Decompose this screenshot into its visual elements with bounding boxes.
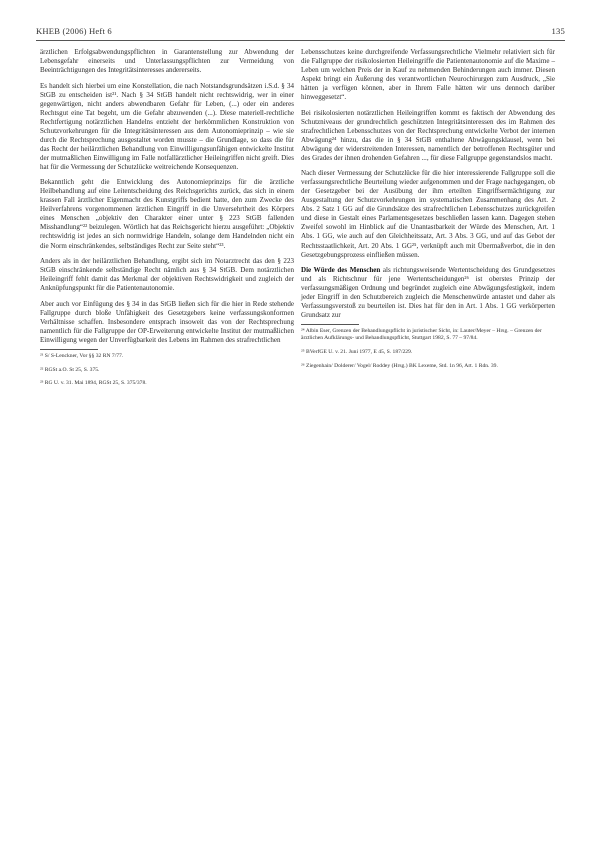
footnote: ²⁴ Albin Eser, Grenzen der Behandlungspflicht in juristischer Sicht, in: Lauter/Meyer – Hrsg. – Grenzen der ärztlichen Aufklärungs- und Behandlungspflicht, Stuttgart 1982, S. 77 – 97/84. (301, 328, 542, 342)
footnote-rule (40, 349, 98, 350)
body-paragraph: Es handelt sich hierbei um eine Konstellation, die nach Notstandsgrundsätzen i.S.d. § 34 StGB zu entscheiden ist²¹. Nach § 34 StGB handelt nicht rechtswidrig, wer in einer gegenwärtigen, nicht anders abwendbaren Gefahr für Leben, (...) oder ein anderes Rechtsgut eine Tat begeht, um die Gefahr abzuwenden (...). Diese materiell-rechtliche Rechtfertigung notärztlichen Handelns entzieht der herkömmlichen Konstruktion von Schutzvorkehrungen für die Integritätsinteressen aus dem Autonomieprinzip – wie sie durch die Rechtsprechung ausgestaltet worden musste – die Grundlage, so dass die für das Recht der heilärztlichen Behandlung von Einwilligungsunfähigen entwickelte Institut der mutmaßlichen Einwilligung im Falle notfallärztlicher Heileingriffen nicht greift. Dies hat für die Vermessung der Schutzlücke weitreichende Konsequenzen. (40, 81, 294, 171)
footnote: ²⁵ BVerfGE U. v. 21. Juni 1977, E 45, S. 187/229. (301, 349, 413, 356)
body-paragraph: Bekanntlich geht die Entwicklung des Autonomieprinzips für die ärztliche Heilbehandlung auf eine Leitentscheidung des Reichsgerichts zurück, das sich in einem krassen Fall ärztlicher Eigenmacht des Kunstgriffs bedient hatte, den zum Zwecke des Heilverfahrens vorgenommenen ärztlichen Eingriff in die Unversehrtheit des Körpers eines Menschen „objektiv den Charakter einer unter § 223 StGB fallenden Misshandlung“²² beizulegen. Wörtlich hat das Reichsgericht hierzu ausgeführt: „Objektiv rechtswidrig ist jedes an sich normwidrige Handeln, solange dem Handelnden nicht ein die Norm einschränkendes, selbständiges Recht zur Seite steht“²³. (40, 178, 294, 250)
body-paragraph-bold-lead: Die Würde des Menschen als richtungsweisende Wertentscheidung des Grundgesetzes und als Richtschnur für jene Wertentscheidungen²⁶ ist oberstes Prinzip der verfassungsmäßigen Ordnung und begründet zugleich eine Abwägungsfestigkeit, indem jeder Eingriff in den Schutzbereich zugleich die Menschenwürde antastet und daher als Verfassungsverstoß zu beurteilen ist. Dies hat für den in Art. 1 Abs. 1 GG verkörperten Grundsatz zur (301, 266, 555, 320)
body-paragraph: Anders als in der heilärztlichen Behandlung, ergibt sich im Notarztrecht das den § 223 StGB einschränkende selbständige Recht nämlich aus § 34 StGB. Dem notärztlichen Heileingriff fehlt damit das Merkmal der objektiven Rechtswidrigkeit und zugleich der Anknüpfungspunkt für die Patientenautonomie. (40, 257, 294, 293)
footnote: ²² RGSt a.O. St 25, S. 375. (40, 366, 100, 373)
body-paragraph: Nach dieser Vermessung der Schutzlücke für die hier interessierende Fallgruppe soll die verfassungsrechtliche Beurteilung wieder aufgenommen und der Frage nachgegangen, ob der Gesetzgeber bei der Ausübung der ihm erteilten Eingriffsermächtigung zur Ausgestaltung der Schutzvorkehrungen im systematischen Zusammenhang des Art. 2 Abs. 2 Satz 1 GG auf die Grundsätze des strafrechtlichen Lebensschutzes zurückgreifen und diese in Gestalt eines Parlamentsgesetzes beschließen lassen kann. Dagegen stehen Zweifel sowohl im Hinblick auf die Unantastbarkeit der Würde des Menschen, Art. 1 Abs. 1 GG, wie auch auf den Gleichheitssatz, Art. 3 Abs. 3 GG, und auf das Gebot der Rechtsstaatlichkeit, Art. 20 Abs. 1 GG²⁵, verknüpft auch mit Übermaßverbot, die in den Gesetzgebungsprozess einfließen müssen. (301, 169, 555, 259)
header-rule (36, 40, 565, 41)
bold-lead-text: Die Würde des Menschen (301, 266, 381, 275)
footnote: ²³ RG U. v. 31. Mai 1894, RGSt 25, S. 375/378. (40, 380, 147, 387)
journal-citation: KHEB (2006) Heft 6 (36, 26, 112, 36)
body-paragraph: ärztlichen Erfolgsabwendungspflichten in Garantenstellung zur Abwendung der Lebensgefahr einerseits und Unterlassungspflichten zur Vermeidung von Beeinträchtigungen des Integritätsinteresses andererseits. (40, 48, 294, 75)
left-column (40, 48, 294, 394)
right-column (301, 48, 555, 377)
body-paragraph: Lebensschutzes keine durchgreifende Verfassungsrechtliche Vielmehr relativiert sich für die Fallgruppe der risikolosierten Heileingriffe die Patientenautonomie auf die Maxime – Leben um welchen Preis der in Kauf zu nehmenden Behinderungen auch immer. Diesen Aspekt bringt ein Äußerung des verantwortlichen Neurochirurgen zum Ausdruck, „Sie hätten ja verfügen können, aber in Ihrem Falle hätten wir uns dennoch darüber hinweggesetzt“. (301, 48, 555, 102)
body-paragraph: Bei risikolosierten notärztlichen Heileingriffen kommt es faktisch der Abwendung des Schutzniveaus der grundrechtlich geschützten Integritätsinteressen des im Rahmen des strafrechtlichen Lebensschutzes von der Rechtsprechung entwickelte Verbot der internen Abwägung²⁴ hinzu, das die in § 34 StGB enthaltene Abwägungsklausel, wenn bei Abwägung der widerstreitenden Interessen, namentlich der betroffenen Rechtsgüter und des Grades der ihnen drohenden Gefahren ..., für diese Fallgruppe gegenstandslos macht. (301, 108, 555, 162)
running-header (36, 26, 565, 36)
page-number: 135 (551, 26, 565, 36)
footnote-rule (301, 324, 359, 325)
body-paragraph: Aber auch vor Einfügung des § 34 in das StGB ließen sich für die hier in Rede stehende Fallgruppe durch bloße Unfähigkeit des Gesetzgebers keine verfassungskonformen Verhältnisse schaffen. Insbesondere entsprach insoweit das von der Rechtsprechung namentlich für die Fallgruppe der OP-Erweiterung entwickelte Institut der mutmaßlichen Einwilligung wegen der Unverfügbarkeit des Lebens im Rahmen des strafrechtlichen (40, 299, 294, 344)
footnote: ²⁶ Ziegenhain/ Dolderer/ Vogel/ Roddey (Hrsg.) BK Lexeme, Std. 1n 96, Art. 1 Rdn. 39. (301, 363, 498, 370)
footnote: ²¹ S/ S-Lenckner, Vor §§ 32 RN 7/77. (40, 352, 124, 359)
